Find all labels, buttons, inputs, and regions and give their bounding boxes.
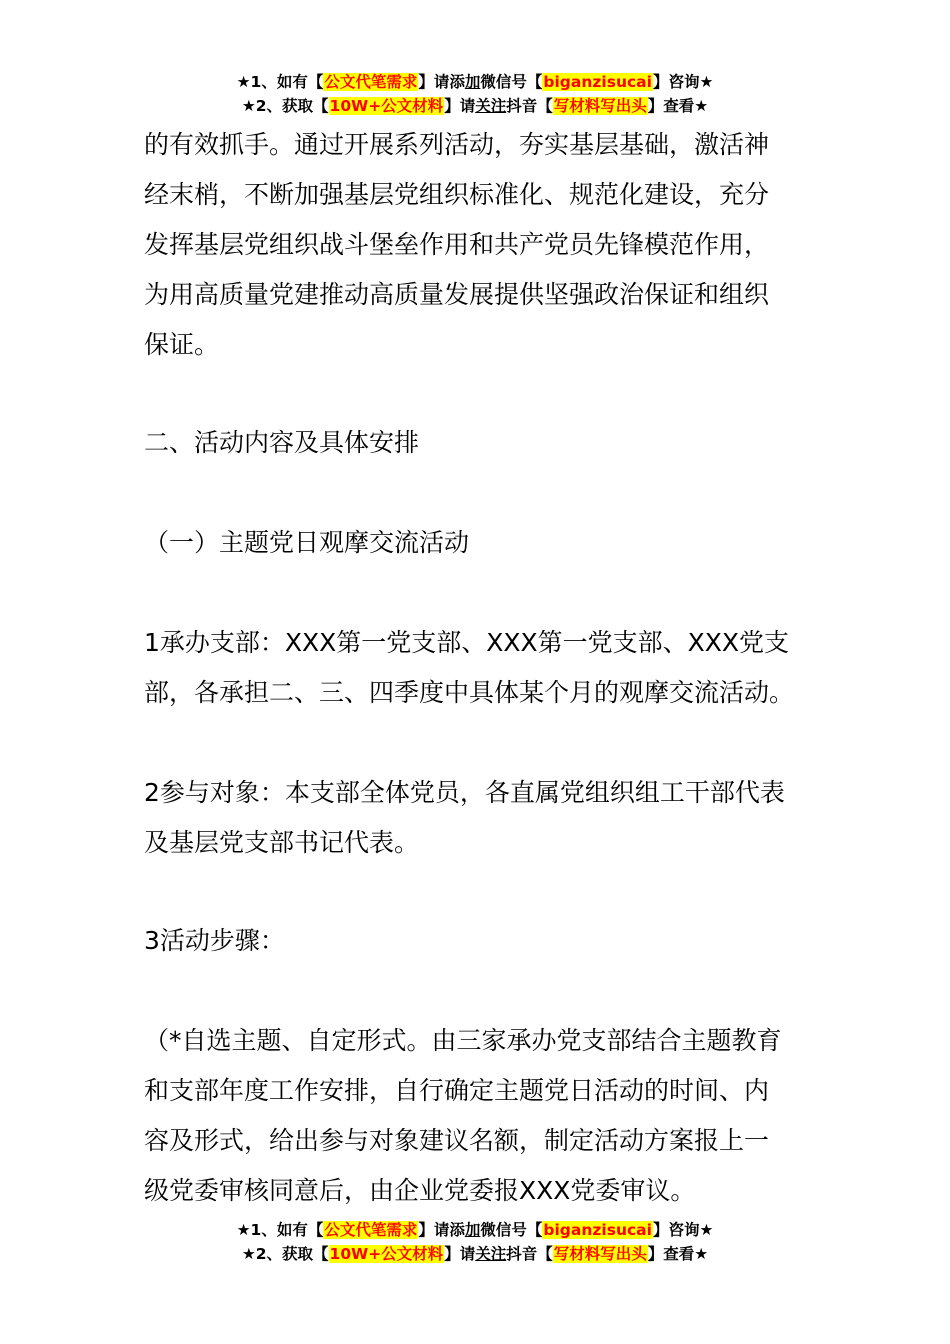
paragraph-line: 容及形式，给出参与对象建议名额，制定活动方案报上一	[144, 1126, 770, 1155]
banner-text: 】请	[444, 1245, 476, 1263]
banner-text: 】查看★	[647, 97, 709, 115]
top-banner	[0, 70, 950, 118]
list-item-line: 2参与对象：本支部全体党员，各直属党组织组工干部代表	[144, 778, 785, 807]
paragraph-line: 发挥基层党组织战斗堡垒作用和共产党员先锋模范作用，	[144, 230, 770, 259]
banner-text: ★2、获取【	[241, 97, 329, 115]
banner-text: 微信号【	[480, 1221, 543, 1239]
paragraph-line: 的有效抓手。通过开展系列活动，夯实基层基础，激活神	[144, 130, 770, 159]
banner-highlight: 10W+公文材料	[329, 1245, 444, 1263]
banner-text: 抖音【	[506, 97, 553, 115]
banner-text: 抖音【	[506, 1245, 553, 1263]
banner-highlight: 10W+公文材料	[329, 97, 444, 115]
banner-text: 】请添	[418, 1221, 465, 1239]
banner-highlight: biganzisucai	[543, 1221, 652, 1239]
banner-highlight: biganzisucai	[543, 73, 652, 91]
banner-text: 】咨询★	[652, 1221, 714, 1239]
banner-highlight: 公文代笔需求	[324, 73, 418, 91]
banner-text: ★1、如有【	[236, 1221, 324, 1239]
banner-text: 】查看★	[647, 1245, 709, 1263]
list-item-line: 3活动步骤：	[144, 926, 285, 955]
banner-text: 微信号【	[480, 73, 543, 91]
banner-text: ★1、如有【	[236, 73, 324, 91]
subsection-heading: （一）主题党日观摩交流活动	[144, 528, 470, 557]
paragraph-line: 和支部年度工作安排，自行确定主题党日活动的时间、内	[144, 1076, 770, 1105]
paragraph-line: 保证。	[144, 330, 220, 359]
banner-emphasis: 关注	[475, 97, 507, 115]
banner-text: 】请添	[418, 73, 465, 91]
banner-highlight: 写材料写出头	[553, 1245, 647, 1263]
section-heading: 二、活动内容及具体安排	[144, 428, 420, 457]
list-item-line: 及基层党支部书记代表。	[144, 828, 420, 857]
banner-emphasis: 加	[464, 73, 481, 91]
banner-line-1	[0, 70, 950, 94]
paragraph-line: 为用高质量党建推动高质量发展提供坚强政治保证和组织	[144, 280, 770, 309]
banner-line-2	[0, 1242, 950, 1266]
bottom-banner	[0, 1218, 950, 1266]
banner-highlight: 写材料写出头	[553, 97, 647, 115]
list-item-line: 1承办支部：XXX第一党支部、XXX第一党支部、XXX党支	[144, 628, 790, 657]
banner-highlight: 公文代笔需求	[324, 1221, 418, 1239]
banner-text: ★2、获取【	[241, 1245, 329, 1263]
banner-emphasis: 关注	[475, 1245, 507, 1263]
banner-text: 】请	[444, 97, 476, 115]
banner-line-2	[0, 94, 950, 118]
banner-line-1	[0, 1218, 950, 1242]
banner-text: 】咨询★	[652, 73, 714, 91]
list-item-line: 部，各承担二、三、四季度中具体某个月的观摩交流活动。	[144, 678, 795, 707]
paragraph-line: （*自选主题、自定形式。由三家承办党支部结合主题教育	[144, 1026, 782, 1055]
paragraph-line: 级党委审核同意后，由企业党委报XXX党委审议。	[144, 1176, 696, 1205]
paragraph-line: 经末梢，不断加强基层党组织标准化、规范化建设，充分	[144, 180, 770, 209]
banner-emphasis: 加	[464, 1221, 481, 1239]
